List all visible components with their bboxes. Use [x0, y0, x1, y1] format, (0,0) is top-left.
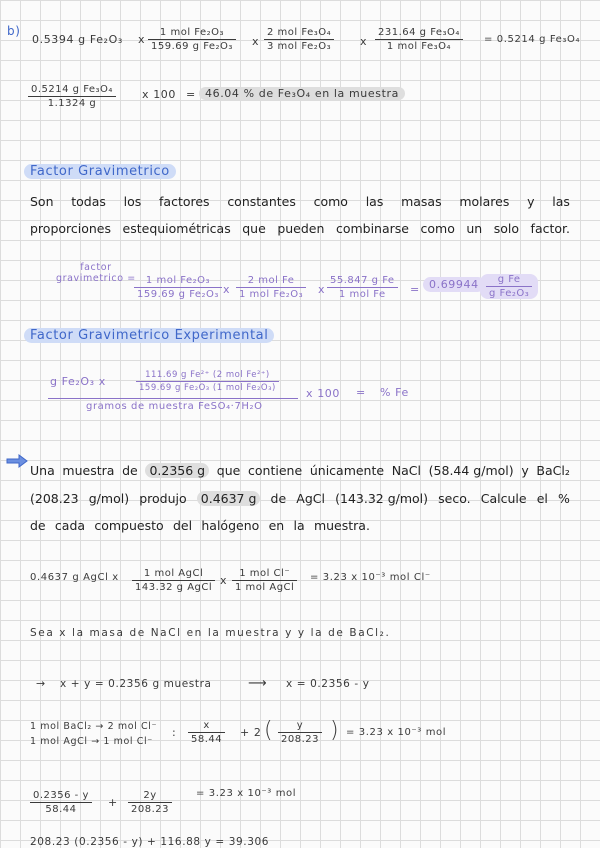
colon-sign: : [172, 726, 177, 739]
numerator: 2 mol Fe [247, 275, 295, 286]
plus-sign: + [108, 796, 118, 809]
factor-label: factor gravimetrico = [56, 262, 136, 284]
word: compuesto [94, 518, 164, 533]
numerator: 1 mol Fe₂O₃ [159, 27, 225, 38]
word: las [552, 194, 570, 209]
denominator: 159.69 g Fe₂O₃ [148, 39, 236, 52]
ratio-line-2: 1 mol AgCl → 1 mol Cl⁻ [30, 736, 153, 747]
open-paren: ( [264, 718, 274, 743]
numerator: 231.64 g Fe₃O₄ [378, 27, 460, 38]
word: constantes [227, 194, 296, 209]
word: AgCl [296, 491, 325, 506]
word: las [365, 194, 384, 209]
word: cada [54, 518, 86, 533]
denominator: 159.69 g Fe₂O₃ (1 mol Fe₂O₃) [136, 381, 279, 393]
arrow-sign: → [36, 677, 46, 690]
eq2-result: = 3.23 x 10⁻³ mol [346, 727, 447, 738]
percent-fraction [28, 84, 116, 109]
word: la [293, 518, 305, 533]
denominator: 1 mol Fe₂O₃ [236, 287, 306, 300]
numerator: 0.5214 g Fe₃O₄ [31, 84, 113, 95]
denominator: 208.23 [128, 802, 172, 815]
word: proporciones [30, 221, 112, 236]
word: (143.32 g/mol) [335, 491, 429, 506]
denominator: 159.69 g Fe₂O₃ [134, 287, 222, 300]
word: únicamente [309, 463, 385, 478]
word: g/mol) [88, 491, 130, 506]
definition-line-1 [30, 194, 570, 209]
word: NaCl [391, 463, 421, 478]
equals-sign: = [356, 386, 366, 399]
denominator: 58.44 [188, 732, 225, 745]
denominator: g Fe₂O₃ [486, 286, 532, 299]
conversion-fraction-2 [264, 27, 334, 52]
problem-line-1 [30, 463, 570, 478]
times-sign: x [252, 35, 260, 48]
numerator: 1 mol AgCl [143, 568, 204, 579]
factor-result-units [480, 274, 538, 299]
word: en [268, 518, 285, 533]
word: los [123, 194, 142, 209]
word: Son [30, 194, 54, 209]
word: 0.4637 g [197, 491, 261, 506]
word: que [242, 221, 266, 236]
numerator: 1 mol Cl⁻ [239, 568, 291, 579]
word: Calcule [480, 491, 527, 506]
denominator: 58.44 [30, 802, 92, 815]
word: (58.44 g/mol) [428, 463, 514, 478]
conversion-fraction-1 [148, 27, 236, 52]
word: Una [30, 463, 55, 478]
factor-result-value: 0.69944 [423, 277, 485, 292]
equals-sign: = [410, 283, 420, 296]
denominator: 1 mol Fe [327, 287, 398, 300]
arrow-sign: ⟶ [248, 676, 268, 691]
experimental-result: % Fe [380, 386, 409, 399]
eq3-result: = 3.23 x 10⁻³ mol [196, 788, 297, 799]
ratio-line-1: 1 mol BaCl₂ → 2 mol Cl⁻ [30, 721, 158, 732]
problem-line-3 [30, 518, 370, 533]
close-paren: ) [330, 718, 340, 743]
denominator: 143.32 g AgCl [132, 580, 215, 593]
times-sign: x [318, 283, 326, 296]
word: % [558, 491, 570, 506]
eq2-fraction-1 [188, 720, 225, 745]
eq1-start: 0.4637 g AgCl x [30, 572, 119, 583]
word: seco. [438, 491, 471, 506]
conversion-fraction-3 [375, 27, 463, 52]
eq1-result: = 3.23 x 10⁻³ mol Cl⁻ [310, 572, 431, 583]
definition-line-2 [30, 221, 570, 236]
denominator: 1 mol AgCl [232, 580, 297, 593]
times-sign: x [138, 33, 146, 46]
numerator: 1 mol Fe₂O₃ [145, 275, 211, 286]
word: estequiométricas [122, 221, 231, 236]
word: molares [459, 194, 510, 209]
word: contiene [248, 463, 303, 478]
word: (208.23 [30, 491, 79, 506]
experimental-numerator-start: g Fe₂O₃ x [50, 375, 106, 388]
word: todas [71, 194, 106, 209]
eq4: 208.23 (0.2356 - y) + 116.88 y = 39.306 [30, 836, 270, 848]
word: masas [401, 194, 442, 209]
word: como [313, 194, 348, 209]
word: solo [493, 221, 520, 236]
word: y [527, 194, 535, 209]
experimental-inner-fraction [136, 370, 279, 393]
numerator: 0.2356 - y [33, 790, 89, 801]
times-hundred: x 100 [142, 88, 177, 101]
denominator: 1.1324 g [28, 96, 116, 109]
section-title-factor-experimental: Factor Gravimetrico Experimental [24, 328, 274, 343]
eq3-fraction-1 [30, 790, 92, 815]
times-hundred: x 100 [306, 387, 341, 400]
experimental-denominator: gramos de muestra FeSO₄·7H₂O [86, 401, 263, 412]
numerator: 2 mol Fe₃O₄ [267, 27, 332, 38]
word: y [521, 463, 529, 478]
word: el [536, 491, 548, 506]
denominator: 1 mol Fe₃O₄ [375, 39, 463, 52]
word: 0.2356 g [145, 463, 209, 478]
word: del [172, 518, 193, 533]
word: muestra. [313, 518, 370, 533]
times-sign: x [360, 35, 368, 48]
word: factor. [530, 221, 570, 236]
word: de [122, 463, 138, 478]
numerator: 2y [143, 790, 157, 801]
factor-fraction-2 [236, 275, 306, 300]
denominator: 208.23 [278, 732, 322, 745]
result-mass: = 0.5214 g Fe₃O₄ [484, 34, 581, 45]
factor-fraction-3 [327, 275, 398, 300]
plus-two: + 2 [240, 726, 262, 739]
eq2-fraction-2 [278, 720, 322, 745]
times-sign: x [223, 283, 231, 296]
word: un [466, 221, 483, 236]
let-statement: Sea x la masa de NaCl en la muestra y y la de BaCl₂. [30, 627, 391, 639]
numerator: y [296, 720, 304, 731]
equals-sign: = [186, 88, 196, 101]
numerator: 55.847 g Fe [330, 275, 395, 286]
numerator: 111.69 g Fe²⁺ (2 mol Fe²⁺) [145, 370, 270, 380]
word: pueden [277, 221, 325, 236]
factor-fraction-1 [134, 275, 222, 300]
word: combinarse [335, 221, 409, 236]
word: muestra [62, 463, 115, 478]
sum-result: x = 0.2356 - y [286, 678, 370, 690]
eq3-fraction-2 [128, 790, 172, 815]
word: halógeno [201, 518, 260, 533]
word: factores [159, 194, 210, 209]
section-title-factor: Factor Gravimetrico [24, 164, 176, 179]
numerator: g Fe [497, 274, 521, 285]
main-fraction-bar [48, 398, 298, 399]
numerator: x [203, 720, 210, 731]
word: BaCl₂ [536, 463, 570, 478]
word: que [216, 463, 241, 478]
part-label: b) [7, 24, 21, 38]
word: de [270, 491, 287, 506]
word: produjo [139, 491, 187, 506]
start-mass: 0.5394 g Fe₂O₃ [32, 33, 123, 46]
word: como [420, 221, 455, 236]
arrow-icon [6, 454, 28, 468]
percent-result: 46.04 % de Fe₃O₄ en la muestra [199, 87, 405, 100]
eq1-fraction-2 [232, 568, 297, 593]
sum-equation: x + y = 0.2356 g muestra [60, 678, 212, 690]
times-sign: x [220, 574, 228, 587]
eq1-fraction-1 [132, 568, 215, 593]
word: de [30, 518, 46, 533]
denominator: 3 mol Fe₂O₃ [264, 39, 334, 52]
problem-line-2 [30, 491, 570, 506]
